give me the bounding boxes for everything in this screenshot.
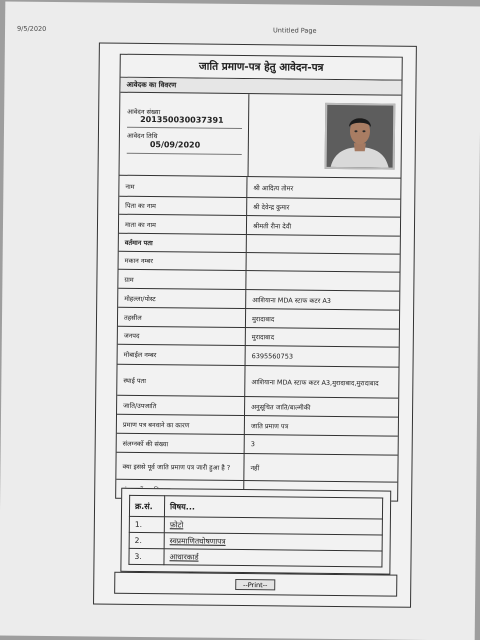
field-value: श्री देवेन्द्र कुमार <box>253 203 290 212</box>
attachments-header-row <box>129 495 382 519</box>
form-inner-table <box>115 54 403 502</box>
field-value <box>247 253 400 272</box>
field-label: स्थाई पता <box>117 365 245 396</box>
field-label: मोबाईल नम्बर <box>118 345 246 365</box>
field-label: जनपद <box>118 327 246 345</box>
attachments-panel <box>120 488 391 575</box>
person-photo-icon <box>327 105 394 168</box>
field-label: वर्तमान पता <box>119 234 247 252</box>
attachment-serial: 1. <box>129 516 164 532</box>
field-label: क्या इससे पूर्व जाति प्रमाण पत्र जारी हुआ है ? <box>116 453 244 480</box>
print-button[interactable]: --Print-- <box>235 579 275 590</box>
print-page-title: Untitled Page <box>273 26 317 35</box>
application-date-value: 05/09/2020 <box>149 140 201 150</box>
application-number-value: 201350030037391 <box>140 114 224 125</box>
field-label: मोहल्ला/पोस्ट <box>118 289 246 308</box>
attachments-table <box>128 495 383 568</box>
attachment-link-self-declaration[interactable]: स्वप्रमाणितघोषणापत्र <box>169 535 226 546</box>
field-label: मकान नम्बर <box>119 252 247 270</box>
field-value <box>246 271 399 291</box>
field-label: संलग्नकों की संख्या <box>117 434 245 453</box>
field-value: 6395560753 <box>251 351 294 361</box>
field-label: पिता का नाम <box>119 197 247 215</box>
application-number-cell <box>120 93 250 176</box>
subject-column-header: विषय... <box>164 496 382 519</box>
print-date: 9/5/2020 <box>17 24 47 33</box>
attachment-serial: 2. <box>129 532 164 548</box>
attachment-link-photo[interactable]: फ़ोटो <box>169 519 184 529</box>
field-label: ग्राम <box>118 270 246 289</box>
application-form <box>93 43 417 608</box>
field-label: नाम <box>119 176 247 197</box>
field-value: आशियाना MDA स्टाफ कटर A3,मुरादाबाद,मुरादाबाद <box>251 377 379 387</box>
form-title: जाति प्रमाण-पत्र हेतु आवेदन-पत्र <box>121 55 402 81</box>
application-info-block <box>120 93 402 179</box>
divider <box>127 153 242 155</box>
field-label: प्रमाण पत्र बनवाने का कारण <box>117 415 245 434</box>
field-label: माता का नाम <box>119 215 247 234</box>
field-value: जाति प्रमाण पत्र <box>250 421 289 431</box>
applicant-photo <box>325 103 396 170</box>
field-value: अनुसूचित जाति/बाल्मीकी <box>251 402 311 412</box>
attachment-cell <box>164 549 382 567</box>
scanned-page <box>0 2 480 640</box>
field-row <box>119 176 400 200</box>
field-value: 3 <box>250 440 255 449</box>
attachment-link-aadhaar[interactable]: आधारकार्ड <box>169 551 199 562</box>
field-row <box>117 365 398 399</box>
section-applicant-details: आवेदक का विवरण <box>120 78 401 96</box>
field-value: मुरादाबाद <box>251 314 275 323</box>
field-value: श्रीमती रीना देवी <box>252 221 292 231</box>
serial-column-header: क्र.सं. <box>129 495 164 516</box>
field-row <box>116 453 397 483</box>
field-value: नहीं <box>250 463 260 472</box>
field-value: मुरादाबाद <box>251 333 275 342</box>
application-number-label: आवेदन संख्या <box>127 107 161 117</box>
application-date-label: आवेदन तिथि <box>126 131 158 141</box>
field-value: श्री आदित्य तोमर <box>253 183 294 193</box>
field-value: आशियाना MDA स्टाफ कटर A3 <box>252 295 331 305</box>
attachment-row <box>129 548 382 567</box>
print-area <box>114 572 397 597</box>
photo-cell <box>249 94 402 178</box>
divider <box>127 127 242 129</box>
field-value <box>247 235 400 254</box>
field-label: जाति/उपजाति <box>117 396 245 415</box>
attachment-serial: 3. <box>129 548 164 564</box>
field-label: तहसील <box>118 308 246 327</box>
